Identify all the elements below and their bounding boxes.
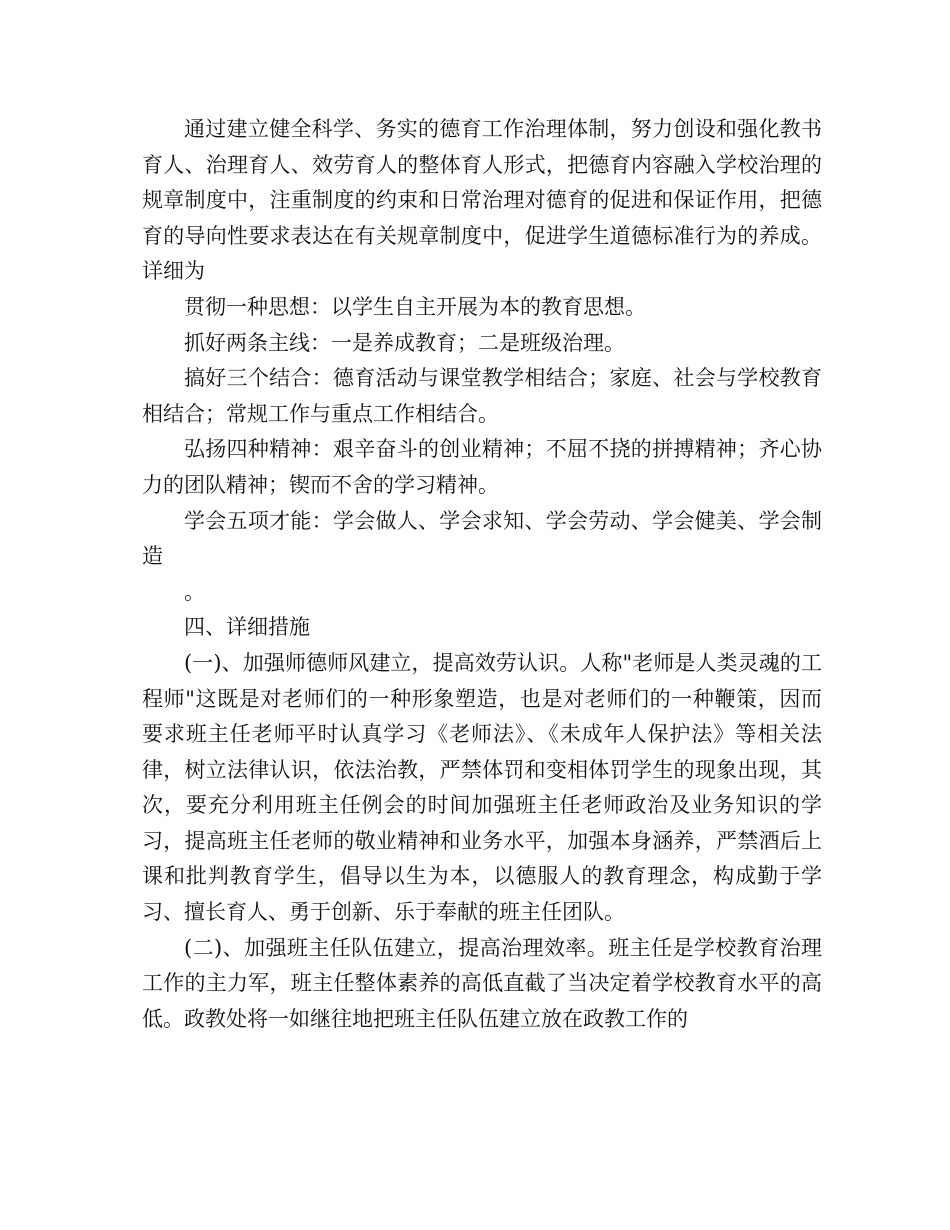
paragraph-one-thought: 贯彻一种思想：以学生自主开展为本的教育思想。 (184, 294, 646, 319)
section-heading-detailed-measures: 四、详细措施 (184, 615, 310, 640)
paragraph-head-teacher-team: (二)、加强班主任队伍建立，提高治理效率。班主任是学校教育治理工作的主力军，班主任整体素养的高低直截了当决定着学校教育水平的高低。政教处将一如继往地把班主任队伍建立放在政教工作的 (142, 935, 822, 1031)
paragraph-teacher-ethics: (一)、加强师德师风建立，提高效劳认识。人称"老师是人类灵魂的工程师"这既是对老师们的一种形象塑造，也是对老师们的一种鞭策，因而要求班主任老师平时认真学习《老师法》、《未成年人保护法》等相关法律，树立法律认识，依法治教，严禁体罚和变相体罚学生的现象出现，其次，要充分利用班主任例会的时间加强班主任老师政治及业务知识的学习，提高班主任老师的敬业精神和业务水平，加强本身涵养，严禁酒后上课和批判教育学生，倡导以生为本，以德服人的教育理念，构成勤于学习、擅长育人、勇于创新、乐于奉献的班主任团队。 (142, 650, 822, 925)
paragraph-three-combinations: 搞好三个结合：德育活动与课堂教学相结合；家庭、社会与学校教育相结合；常规工作与重点工作相结合。 (142, 366, 822, 426)
paragraph-four-spirits: 弘扬四种精神：艰辛奋斗的创业精神；不屈不挠的拼搏精神；齐心协力的团队精神；锲而不舍的学习精神。 (142, 437, 822, 497)
paragraph-period: 。 (184, 579, 205, 604)
paragraph-two-main-lines: 抓好两条主线：一是养成教育；二是班级治理。 (184, 330, 625, 355)
document-body (142, 112, 822, 1037)
paragraph-moral-education-system: 通过建立健全科学、务实的德育工作治理体制，努力创设和强化教书育人、治理育人、效劳育人的整体育人形式，把德育内容融入学校治理的规章制度中，注重制度的约束和日常治理对德育的促进和保证作用，把德育的导向性要求表达在有关规章制度中，促进学生道德标准行为的养成。详细为 (142, 117, 822, 284)
paragraph-five-abilities: 学会五项才能：学会做人、学会求知、学会劳动、学会健美、学会制造 (142, 508, 822, 569)
